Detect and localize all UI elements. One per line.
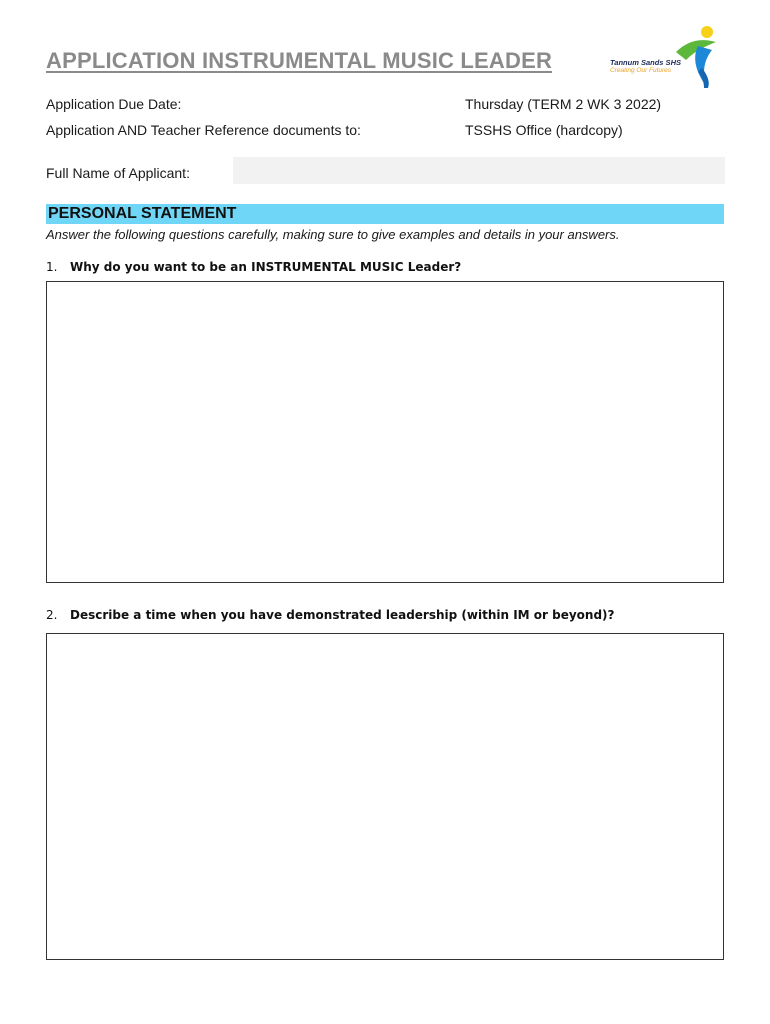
personal-statement-header (46, 204, 724, 224)
answer-box-2[interactable] (46, 633, 724, 960)
question-1-number: 1. (46, 260, 58, 274)
logo-figure-icon (606, 24, 726, 90)
section-title: PERSONAL STATEMENT (48, 205, 237, 222)
question-2-text: Describe a time when you have demonstrated leadership (within IM or beyond)? (70, 608, 615, 622)
due-date-value: Thursday (TERM 2 WK 3 2022) (465, 96, 662, 112)
question-1-text: Why do you want to be an INSTRUMENTAL MUSIC Leader? (70, 260, 462, 274)
applicant-name-label: Full Name of Applicant: (46, 165, 190, 181)
logo-tagline: Creating Our Futures (610, 67, 672, 74)
answer-box-1[interactable] (46, 281, 724, 583)
school-logo (606, 24, 726, 90)
question-2-number: 2. (46, 608, 58, 622)
question-2 (46, 608, 615, 622)
question-1 (46, 260, 461, 274)
instructions-text: Answer the following questions carefully, making sure to give examples and details in your answers. (46, 227, 620, 242)
documents-label: Application AND Teacher Reference documents to: (46, 122, 361, 138)
due-date-label: Application Due Date: (46, 96, 182, 112)
page-title: APPLICATION INSTRUMENTAL MUSIC LEADER (46, 48, 553, 73)
documents-destination: TSSHS Office (hardcopy) (465, 122, 623, 138)
applicant-name-field[interactable] (233, 157, 725, 184)
logo-school-name: Tannum Sands SHS (610, 58, 681, 67)
